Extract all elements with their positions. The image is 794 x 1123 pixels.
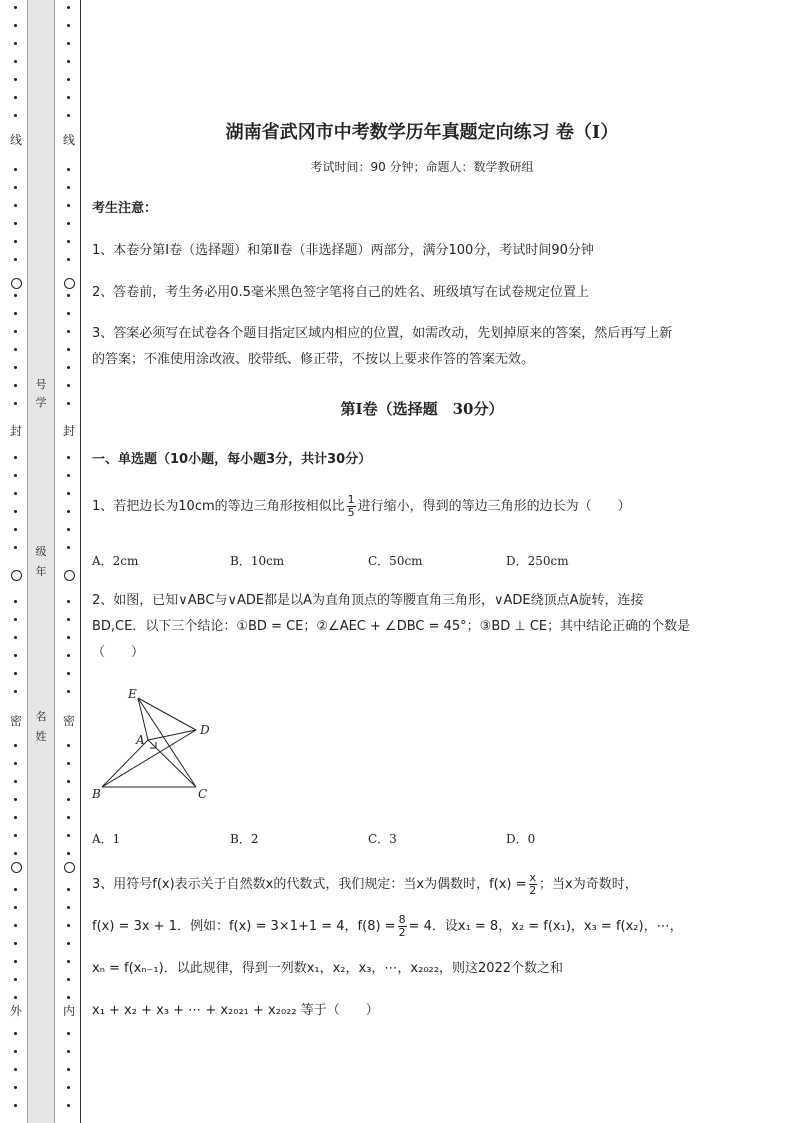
binding-dot — [14, 600, 17, 603]
binding-dot — [14, 204, 17, 207]
q2-option-b: B．2 — [230, 832, 259, 846]
binding-dot — [67, 816, 70, 819]
binding-dot — [67, 492, 70, 495]
q1-options — [92, 552, 652, 569]
binding-dot — [14, 474, 17, 477]
binding-dot — [67, 888, 70, 891]
binding-dot — [67, 834, 70, 837]
q2-option-d: D．0 — [506, 832, 536, 846]
binding-dot — [14, 852, 17, 855]
question-1 — [92, 494, 752, 520]
label-d: D — [200, 723, 210, 737]
binding-dot — [14, 186, 17, 189]
right-dotted-line — [62, 0, 76, 1123]
question-3-line-2: f(x) = 3x + 1．例如：f(x) = 3×1+1 = 4，f(8) = $\frac{8}{2}$ = 4．设x₁ = 8，x₂ = f(x₁)，x₃ = f(x₂)，⋯， — [92, 913, 683, 939]
binding-dot — [14, 258, 17, 261]
binding-dot — [67, 474, 70, 477]
binding-dot — [14, 330, 17, 333]
q1-option-d: D．250cm — [506, 554, 569, 568]
left-circle-mark — [11, 278, 22, 289]
exam-subtitle: 考试时间：90 分钟；命题人：数学教研组 — [310, 160, 534, 174]
binding-dot — [14, 6, 17, 9]
left-mark-wai: 外 — [9, 1004, 22, 1018]
binding-dot — [14, 636, 17, 639]
binding-dot — [14, 222, 17, 225]
binding-dot — [67, 762, 70, 765]
binding-dot — [14, 1050, 17, 1053]
binding-dot — [14, 1104, 17, 1107]
label-a: A — [136, 733, 145, 747]
binding-dot — [14, 294, 17, 297]
q1-fraction: $\frac{1}{5}$ — [347, 493, 355, 519]
binding-dot — [67, 114, 70, 117]
field-label-hao: 号 — [35, 378, 47, 391]
segment-ac — [148, 740, 196, 787]
binding-dot — [67, 978, 70, 981]
binding-dot — [67, 204, 70, 207]
binding-dot — [67, 240, 70, 243]
binding-dot — [67, 294, 70, 297]
binding-dot — [14, 96, 17, 99]
notice-item-1: 1、本卷分第Ⅰ卷（选择题）和第Ⅱ卷（非选择题）两部分，满分100分，考试时间90分钟 — [92, 243, 594, 258]
binding-dot — [14, 942, 17, 945]
segment-ed — [138, 698, 196, 730]
binding-dot — [67, 690, 70, 693]
question-3-line-3: xₙ = f(xₙ₋₁)．以此规律，得到一列数x₁，x₂，x₃，⋯，x₂₀₂₂，则这2022个数之和 — [92, 961, 564, 976]
binding-dot — [67, 654, 70, 657]
q3-fraction-2: $\frac{8}{2}$ — [398, 913, 406, 939]
binding-dot — [67, 42, 70, 45]
binding-dot — [67, 996, 70, 999]
binding-dot — [14, 384, 17, 387]
binding-dot — [14, 348, 17, 351]
binding-dot — [14, 402, 17, 405]
binding-dot — [14, 366, 17, 369]
binding-dot — [67, 798, 70, 801]
binding-dot — [67, 636, 70, 639]
field-label-xue: 学 — [35, 396, 47, 409]
q2-options — [92, 830, 652, 847]
left-circle-mark — [11, 570, 22, 581]
binding-dot — [67, 1086, 70, 1089]
binding-dot — [67, 6, 70, 9]
binding-dot — [14, 1086, 17, 1089]
binding-dot — [67, 528, 70, 531]
notice-item-3-cont: 的答案；不准使用涂改液、胶带纸、修正带，不按以上要求作答的答案无效。 — [92, 352, 535, 367]
label-c: C — [198, 787, 208, 801]
binding-dot — [14, 690, 17, 693]
binding-dot — [67, 258, 70, 261]
binding-dot — [67, 1068, 70, 1071]
question-3-line-1: 3、用符号f(x)表示关于自然数x的代数式，我们规定：当x为偶数时，f(x) = $\frac{x}{2}$ ；当x为奇数时， — [92, 871, 638, 897]
field-label-xing: 姓 — [35, 730, 47, 743]
q2-triangle-figure — [90, 682, 220, 802]
exam-title: 湖南省武冈市中考数学历年真题定向练习 卷（Ⅰ） — [225, 122, 619, 143]
binding-dot — [14, 924, 17, 927]
binding-dot — [14, 510, 17, 513]
binding-dot — [67, 312, 70, 315]
binding-dot — [14, 672, 17, 675]
notice-item-2: 2、答卷前，考生务必用0.5毫米黑色签字笔将自己的姓名、班级填写在试卷规定位置上 — [92, 285, 589, 300]
binding-dot — [67, 600, 70, 603]
question-2-line-3: （ ） — [92, 645, 145, 660]
binding-dot — [67, 960, 70, 963]
q2-option-a: A．1 — [92, 832, 121, 846]
binding-dot — [14, 1032, 17, 1035]
segment-ec — [138, 698, 196, 787]
binding-dot — [14, 240, 17, 243]
binding-dot — [14, 492, 17, 495]
binding-dot — [14, 312, 17, 315]
q2-option-c: C．3 — [368, 832, 397, 846]
binding-dot — [14, 546, 17, 549]
binding-dot — [67, 1104, 70, 1107]
binding-dot — [67, 24, 70, 27]
binding-dot — [67, 942, 70, 945]
binding-dot — [67, 1050, 70, 1053]
binding-dot — [67, 456, 70, 459]
binding-dot — [14, 888, 17, 891]
binding-dot — [67, 60, 70, 63]
left-circle-mark — [11, 862, 22, 873]
binding-dot — [14, 798, 17, 801]
binding-dot — [14, 618, 17, 621]
binding-dot — [14, 762, 17, 765]
binding-dot — [14, 744, 17, 747]
field-label-ji: 级 — [35, 545, 47, 558]
binding-dot — [67, 96, 70, 99]
binding-dot — [67, 222, 70, 225]
right-mark-xian: 线 — [62, 133, 75, 147]
binding-dot — [67, 384, 70, 387]
binding-dot — [14, 816, 17, 819]
right-mark-nei: 内 — [62, 1004, 75, 1018]
binding-dot — [67, 366, 70, 369]
binding-dot — [67, 510, 70, 513]
left-mark-mi: 密 — [9, 714, 22, 728]
part-heading: 一、单选题（10小题，每小题3分，共计30分） — [92, 452, 372, 467]
binding-dot — [67, 546, 70, 549]
question-2-line-2: BD,CE．以下三个结论：①BD = CE；②∠AEC + ∠DBC = 45°；③BD ⊥ CE；其中结论正确的个数是 — [92, 619, 691, 634]
binding-dot — [14, 960, 17, 963]
binding-dot — [67, 402, 70, 405]
binding-dot — [14, 168, 17, 171]
section-title: 第Ⅰ卷（选择题 30分） — [340, 400, 504, 418]
binding-dot — [67, 186, 70, 189]
segment-bd — [102, 730, 196, 787]
binding-dot — [14, 1068, 17, 1071]
binding-dot — [14, 780, 17, 783]
binding-rule — [80, 0, 81, 1123]
binding-dot — [14, 654, 17, 657]
binding-dot — [14, 978, 17, 981]
segment-ad — [148, 730, 196, 740]
binding-dot — [67, 618, 70, 621]
left-mark-xian: 线 — [9, 133, 22, 147]
binding-dot — [67, 168, 70, 171]
binding-dot — [14, 78, 17, 81]
binding-dot — [67, 906, 70, 909]
binding-dot — [14, 60, 17, 63]
binding-dot — [14, 24, 17, 27]
q3-fraction-1: $\frac{x}{2}$ — [529, 871, 537, 897]
binding-dot — [67, 348, 70, 351]
binding-dot — [67, 672, 70, 675]
binding-dot — [67, 852, 70, 855]
field-label-ming: 名 — [35, 710, 47, 723]
right-circle-mark — [64, 862, 75, 873]
field-label-nian: 年 — [35, 565, 47, 578]
binding-dot — [14, 906, 17, 909]
q1-option-c: C．50cm — [368, 554, 423, 568]
right-circle-mark — [64, 278, 75, 289]
q1-text: 1、若把边长为10cm的等边三角形按相似比 — [92, 499, 345, 514]
binding-dot — [67, 780, 70, 783]
q1-option-b: B．10cm — [230, 554, 285, 568]
binding-dot — [14, 834, 17, 837]
binding-dot — [67, 924, 70, 927]
q1-text-post: 进行缩小，得到的等边三角形的边长为（ ） — [357, 499, 631, 514]
binding-dot — [14, 42, 17, 45]
right-circle-mark — [64, 570, 75, 581]
binding-dot — [14, 996, 17, 999]
binding-dot — [67, 330, 70, 333]
question-3-line-4: x₁ + x₂ + x₃ + ⋯ + x₂₀₂₁ + x₂₀₂₂ 等于（ ） — [92, 1003, 379, 1018]
binding-margin — [0, 0, 82, 1123]
binding-dot — [14, 528, 17, 531]
binding-strip — [27, 0, 55, 1123]
left-mark-feng: 封 — [9, 424, 22, 438]
notice-item-3: 3、答案必须写在试卷各个题目指定区域内相应的位置，如需改动，先划掉原来的答案，然后再写上新 — [92, 326, 673, 341]
question-2-line-1: 2、如图，已知∨ABC与∨ADE都是以A为直角顶点的等腰直角三角形，∨ADE绕顶点A旋转，连接 — [92, 593, 644, 608]
binding-dot — [67, 744, 70, 747]
binding-dot — [67, 78, 70, 81]
left-dotted-line — [9, 0, 23, 1123]
binding-dot — [67, 1032, 70, 1035]
q1-option-a: A．2cm — [92, 554, 139, 568]
binding-dot — [14, 114, 17, 117]
right-mark-feng: 封 — [62, 424, 75, 438]
label-e: E — [128, 687, 137, 701]
binding-dot — [14, 456, 17, 459]
label-b: B — [92, 787, 101, 801]
right-mark-mi: 密 — [62, 714, 75, 728]
notice-heading: 考生注意： — [92, 201, 158, 216]
